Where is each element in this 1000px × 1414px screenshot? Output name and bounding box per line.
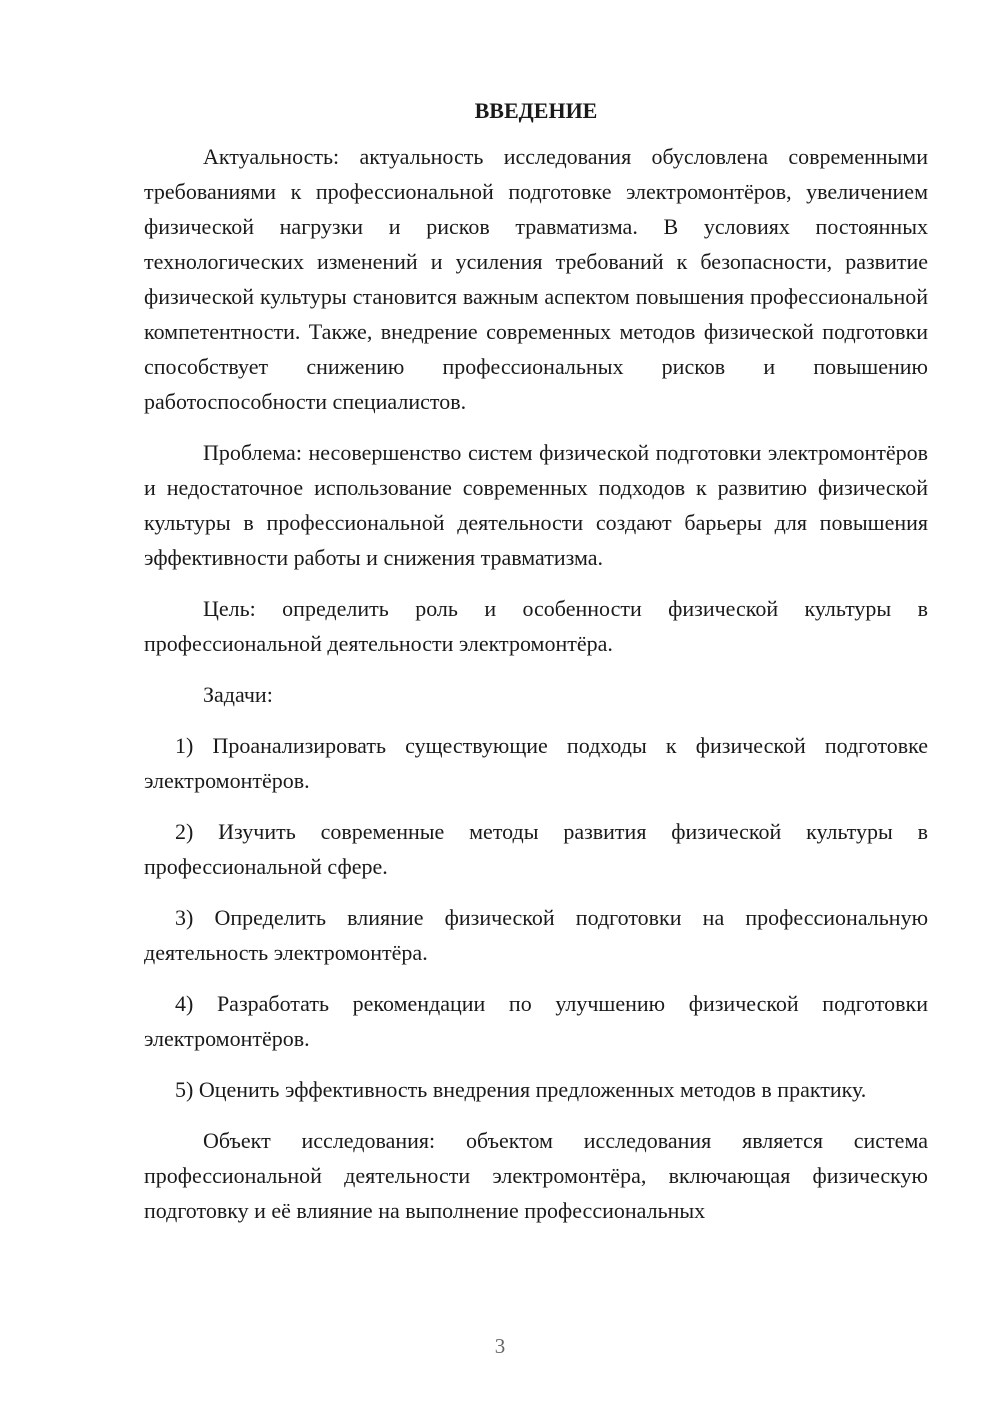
task-item-2: 2) Изучить современные методы развития физической культуры в профессиональной сфере. xyxy=(144,819,928,879)
task-item-5: 5) Оценить эффективность внедрения предложенных методов в практику. xyxy=(175,1077,867,1102)
task-item-4: 4) Разработать рекомендации по улучшению физической подготовки электромонтёров. xyxy=(144,991,928,1051)
tasks-label: Задачи: xyxy=(203,682,273,707)
paragraph-object: Объект исследования: объектом исследования является система профессиональной деятельности электромонтёра, включающая физическую подготовку и её влияние на выполнение профессиональных xyxy=(144,1128,928,1223)
paragraph-relevance: Актуальность: актуальность исследования обусловлена современными требованиями к профессиональной подготовке электромонтёров, увеличением физической нагрузки и рисков травматизма. В условиях постоянных технологических изменений и усиления требований к безопасности, развитие физической культуры становится важным аспектом повышения профессиональной компетентности. Также, внедрение современных методов физической подготовки способствует снижению профессиональных рисков и повышению работоспособности специалистов. xyxy=(144,144,928,414)
paragraph-problem: Проблема: несовершенство систем физической подготовки электромонтёров и недостаточное использование современных подходов к развитию физической культуры в профессиональной деятельности создают барьеры для повышения эффективности работы и снижения травматизма. xyxy=(144,440,928,570)
page-number: 3 xyxy=(494,1334,506,1358)
section-heading: ВВЕДЕНИЕ xyxy=(474,98,598,123)
task-item-3: 3) Определить влияние физической подготовки на профессиональную деятельность электромонтёра. xyxy=(144,905,928,965)
task-item-1: 1) Проанализировать существующие подходы к физической подготовке электромонтёров. xyxy=(144,733,928,793)
paragraph-goal: Цель: определить роль и особенности физической культуры в профессиональной деятельности электромонтёра. xyxy=(144,596,928,656)
document-page xyxy=(144,96,928,1244)
